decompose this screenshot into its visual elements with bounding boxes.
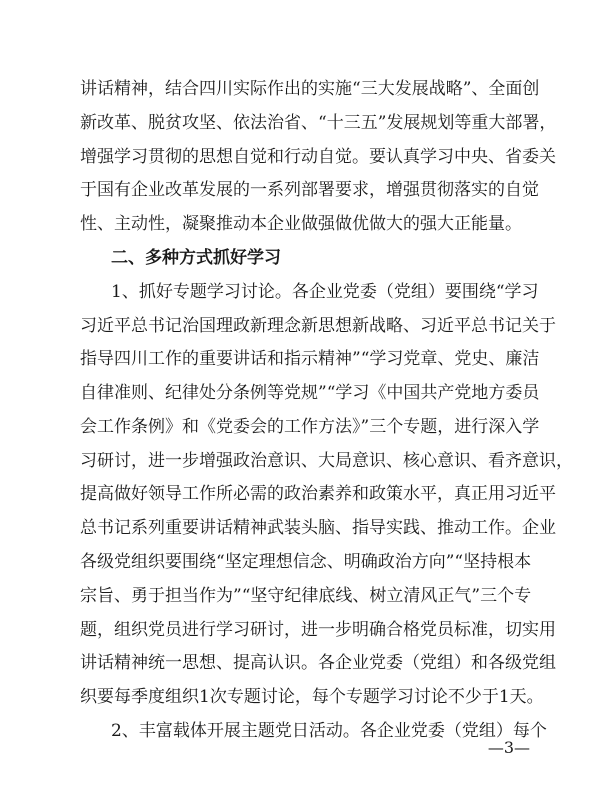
paragraph-line: 增强学习贯彻的思想自觉和行动自觉。要认真学习中央、省委关 <box>80 146 556 167</box>
paragraph-line: 织要每季度组织1次专题讨论，每个专题学习讨论不少于1天。 <box>80 687 544 708</box>
paragraph-line: 提高做好领导工作所必需的政治素养和政策水平，真正用习近平 <box>80 484 556 505</box>
paragraph-line: 2、丰富载体开展主题党日活动。各企业党委（党组）每个 <box>111 721 547 741</box>
paragraph-line: 习近平总书记治国理政新理念新思想新战略、习近平总书记关于 <box>80 315 556 336</box>
paragraph-line: 讲话精神统一思想、提高认识。各企业党委（党组）和各级党组 <box>80 653 556 674</box>
paragraph-line: 性、主动性，凝聚推动本企业做强做优做大的强大正能量。 <box>80 214 522 235</box>
paragraph-line: 1、抓好专题学习讨论。各企业党委（党组）要围绕“学习 <box>111 281 539 302</box>
paragraph-line: 习研讨，进一步增强政治意识、大局意识、核心意识、看齐意识， <box>80 450 573 471</box>
paragraph-line: 讲话精神，结合四川实际作出的实施“三大发展战略”、全面创 <box>80 79 540 99</box>
paragraph-line: 自律准则、纪律处分条例等党规”“学习《中国共产党地方委员 <box>80 383 540 404</box>
paragraph-line: 指导四川工作的重要讲话和指示精神”“学习党章、党史、廉洁 <box>80 349 540 370</box>
paragraph-line: 于国有企业改革发展的一系列部署要求，增强贯彻落实的自觉 <box>80 180 539 201</box>
paragraph-line: 各级党组织要围绕“坚定理想信念、明确政治方向”“坚持根本 <box>80 552 532 573</box>
paragraph-line: 总书记系列重要讲话精神武装头脑、指导实践、推动工作。企业 <box>80 518 556 539</box>
paragraph-line: 新改革、脱贫攻坚、依法治省、“十三五”发展规划等重大部署， <box>80 112 557 133</box>
paragraph-line: 题，组织党员进行学习研讨，进一步明确合格党员标准，切实用 <box>80 619 556 640</box>
paragraph-line: 会工作条例》和《党委会的工作方法》”三个专题，进行深入学 <box>80 416 540 437</box>
paragraph-line: 宗旨、勇于担当作为”“坚守纪律底线、树立清风正气”三个专 <box>80 585 532 606</box>
section-heading: 二、多种方式抓好学习 <box>111 247 281 268</box>
page-number: —3— <box>487 738 530 757</box>
